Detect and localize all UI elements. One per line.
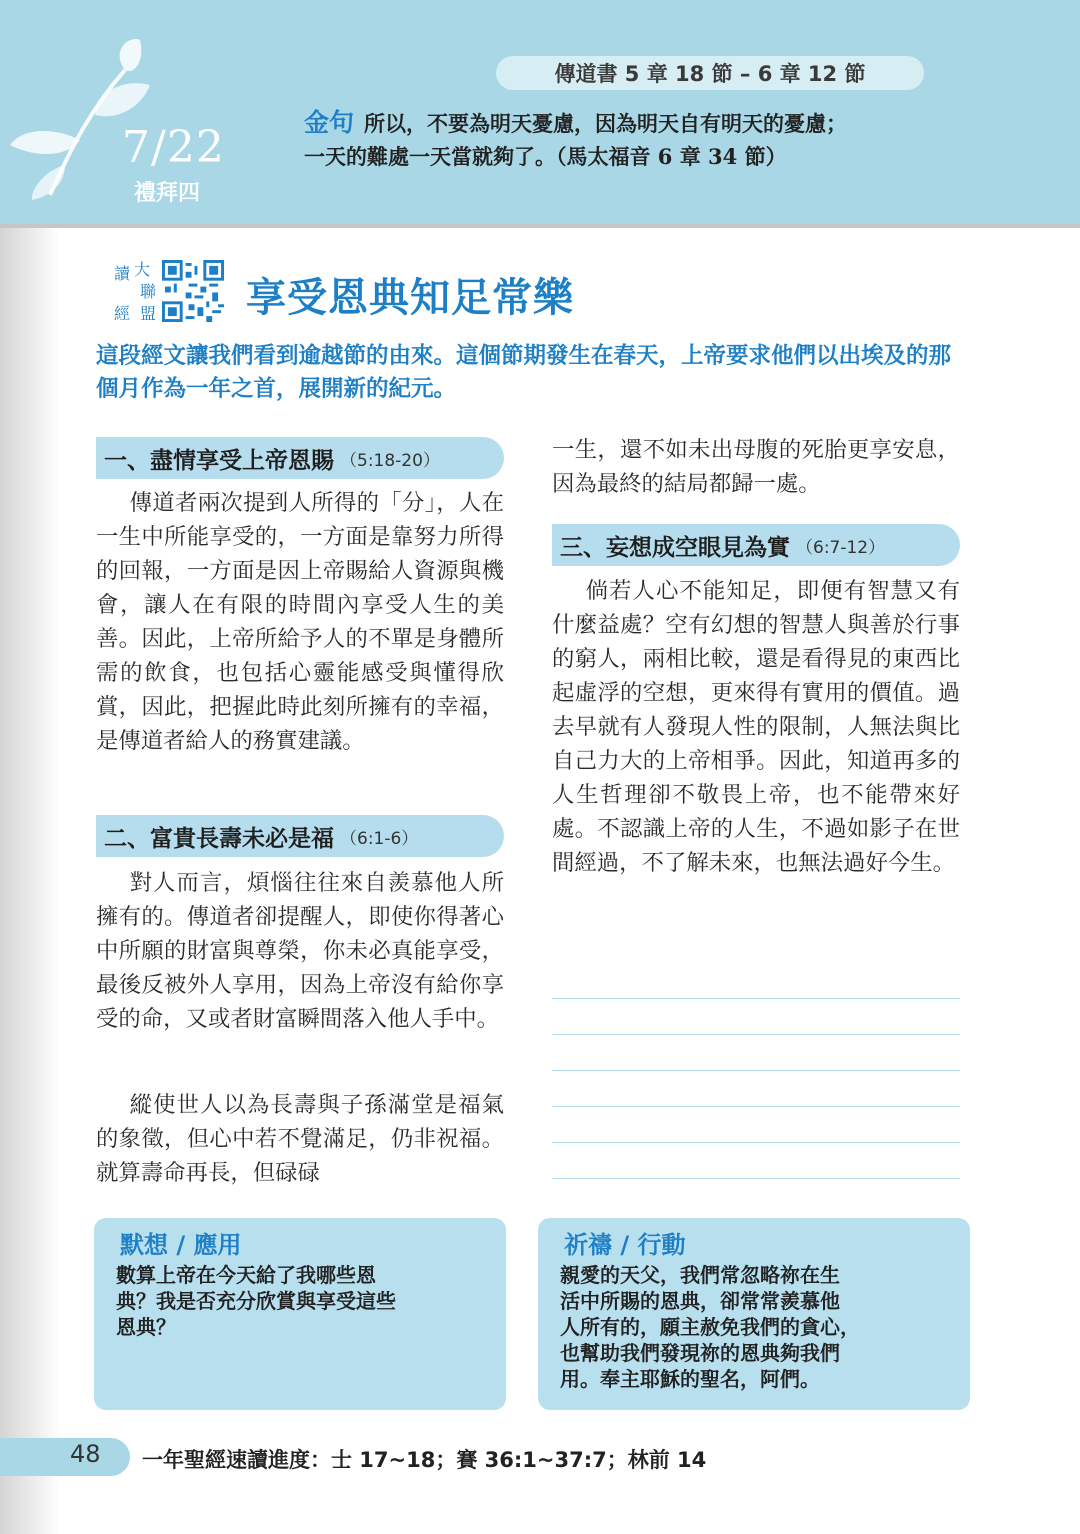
reading-progress: 一年聖經速讀進度：士 17~18；賽 36:1~37:7；林前 14 bbox=[142, 1448, 707, 1472]
section-2-title: 二、富貴長壽未必是福 bbox=[104, 825, 334, 852]
qr-code-icon[interactable] bbox=[162, 260, 224, 322]
section-2-heading bbox=[96, 815, 504, 857]
prayer-line: 人所有的，願主赦免我們的貪心， bbox=[560, 1315, 860, 1339]
date: 7/22 bbox=[122, 122, 225, 173]
intro-paragraph: 這段經文讓我們看到逾越節的由來。這個節期發生在春天，上帝要求他們以出埃及的那個月作為一年之首，展開新的紀元。 bbox=[96, 343, 952, 402]
meditation-box bbox=[94, 1218, 506, 1410]
note-line[interactable] bbox=[552, 1142, 960, 1178]
note-lines[interactable] bbox=[552, 998, 960, 1214]
section-1-title: 一、盡情享受上帝恩賜 bbox=[104, 447, 334, 474]
qr-caption-char: 讀 bbox=[114, 264, 131, 283]
meditation-line: 典？我是否充分欣賞與享受這些 bbox=[116, 1289, 396, 1313]
section-2-paragraph-3: 一生，還不如未出母腹的死胎更享安息，因為最終的結局都歸一處。 bbox=[552, 437, 960, 497]
section-2-body-continued bbox=[96, 1088, 504, 1190]
section-1-body bbox=[96, 486, 504, 758]
qr-caption-char: 聯 bbox=[140, 282, 157, 301]
prayer-line: 親愛的天父，我們常忽略祢在生 bbox=[560, 1263, 840, 1287]
prayer-title: 祈禱 / 行動 bbox=[564, 1231, 686, 1259]
section-2-paragraph-1: 對人而言，煩惱往往來自羨慕他人所擁有的。傳道者卻提醒人，即使你得著心中所願的財富與尊榮，你未必真能享受，最後反被外人享用，因為上帝沒有給你享受的命，又或者財富瞬間落入他人手中。 bbox=[96, 870, 504, 1032]
qr-caption-char: 經 bbox=[114, 304, 131, 323]
section-2-body-right bbox=[552, 433, 960, 501]
section-3-heading bbox=[552, 524, 960, 566]
meditation-body bbox=[116, 1262, 484, 1340]
passage-reference: 傳道書 5 章 18 節 – 6 章 12 節 bbox=[496, 56, 924, 90]
prayer-line: 用。奉主耶穌的聖名，阿們。 bbox=[560, 1367, 820, 1391]
golden-verse-line-2: 一天的難處一天當就夠了。（馬太福音 6 章 34 節） bbox=[304, 144, 787, 169]
prayer-line: 也幫助我們發現祢的恩典夠我們 bbox=[560, 1341, 840, 1365]
leaf-decoration-icon bbox=[10, 30, 170, 200]
section-2-paragraph-2: 縱使世人以為長壽與子孫滿堂是福氣的象徵，但心中若不覺滿足，仍非祝福。就算壽命再長，但碌碌 bbox=[96, 1092, 504, 1186]
meditation-line: 恩典？ bbox=[116, 1315, 176, 1339]
section-2-body bbox=[96, 866, 504, 1036]
qr-caption-char: 大 bbox=[134, 260, 151, 279]
section-1-paragraph: 傳道者兩次提到人所得的「分」，人在一生中所能享受的，一方面是靠努力所得的回報，一方面是因上帝賜給人資源與機會，讓人在有限的時間內享受人生的美善。因此，上帝所給予人的不單是身體所需的飲食，也包括心靈能感受與懂得欣賞，因此，把握此時此刻所擁有的幸福，是傳道者給人的務實建議。 bbox=[96, 490, 504, 754]
meditation-line: 數算上帝在今天給了我哪些恩 bbox=[116, 1263, 376, 1287]
section-3-title: 三、妄想成空眼見為實 bbox=[560, 534, 790, 561]
page-number: 48 bbox=[70, 1440, 101, 1468]
golden-verse-line-1: 所以，不要為明天憂慮，因為明天自有明天的憂慮； bbox=[364, 111, 848, 136]
note-line[interactable] bbox=[552, 1178, 960, 1214]
prayer-body bbox=[560, 1262, 948, 1392]
weekday: 禮拜四 bbox=[134, 181, 201, 206]
note-line[interactable] bbox=[552, 1034, 960, 1070]
prayer-line: 活中所賜的恩典，卻常常羨慕他 bbox=[560, 1289, 840, 1313]
section-3-ref: （6:7-12） bbox=[796, 537, 886, 558]
page-title: 享受恩典知足常樂 bbox=[246, 274, 574, 321]
golden-verse-label: 金句 bbox=[304, 108, 355, 137]
qr-caption bbox=[112, 260, 160, 324]
note-line[interactable] bbox=[552, 998, 960, 1034]
section-3-body bbox=[552, 574, 960, 880]
section-3-paragraph: 倘若人心不能知足，即便有智慧又有什麼益處？空有幻想的智慧人與善於行事的窮人，兩相比較，還是看得見的東西比起虛浮的空想，更來得有實用的價值。過去早就有人發現人性的限制，人無法與比自己力大的上帝相爭。因此，知道再多的人生哲理卻不敬畏上帝，也不能帶來好處。不認識上帝的人生，不過如影子在世間經過，不了解未來，也無法過好今生。 bbox=[552, 578, 960, 876]
meditation-title: 默想 / 應用 bbox=[120, 1231, 242, 1259]
header-band bbox=[0, 0, 1080, 228]
note-line[interactable] bbox=[552, 1106, 960, 1142]
section-1-heading bbox=[96, 437, 504, 479]
prayer-box bbox=[538, 1218, 970, 1410]
golden-verse bbox=[304, 106, 994, 173]
section-1-ref: （5:18-20） bbox=[340, 450, 440, 471]
page-edge-shadow bbox=[0, 0, 60, 1534]
qr-caption-char: 盟 bbox=[140, 304, 157, 323]
footer-page-tab bbox=[0, 1438, 130, 1476]
note-line[interactable] bbox=[552, 1070, 960, 1106]
section-2-ref: （6:1-6） bbox=[340, 828, 419, 849]
